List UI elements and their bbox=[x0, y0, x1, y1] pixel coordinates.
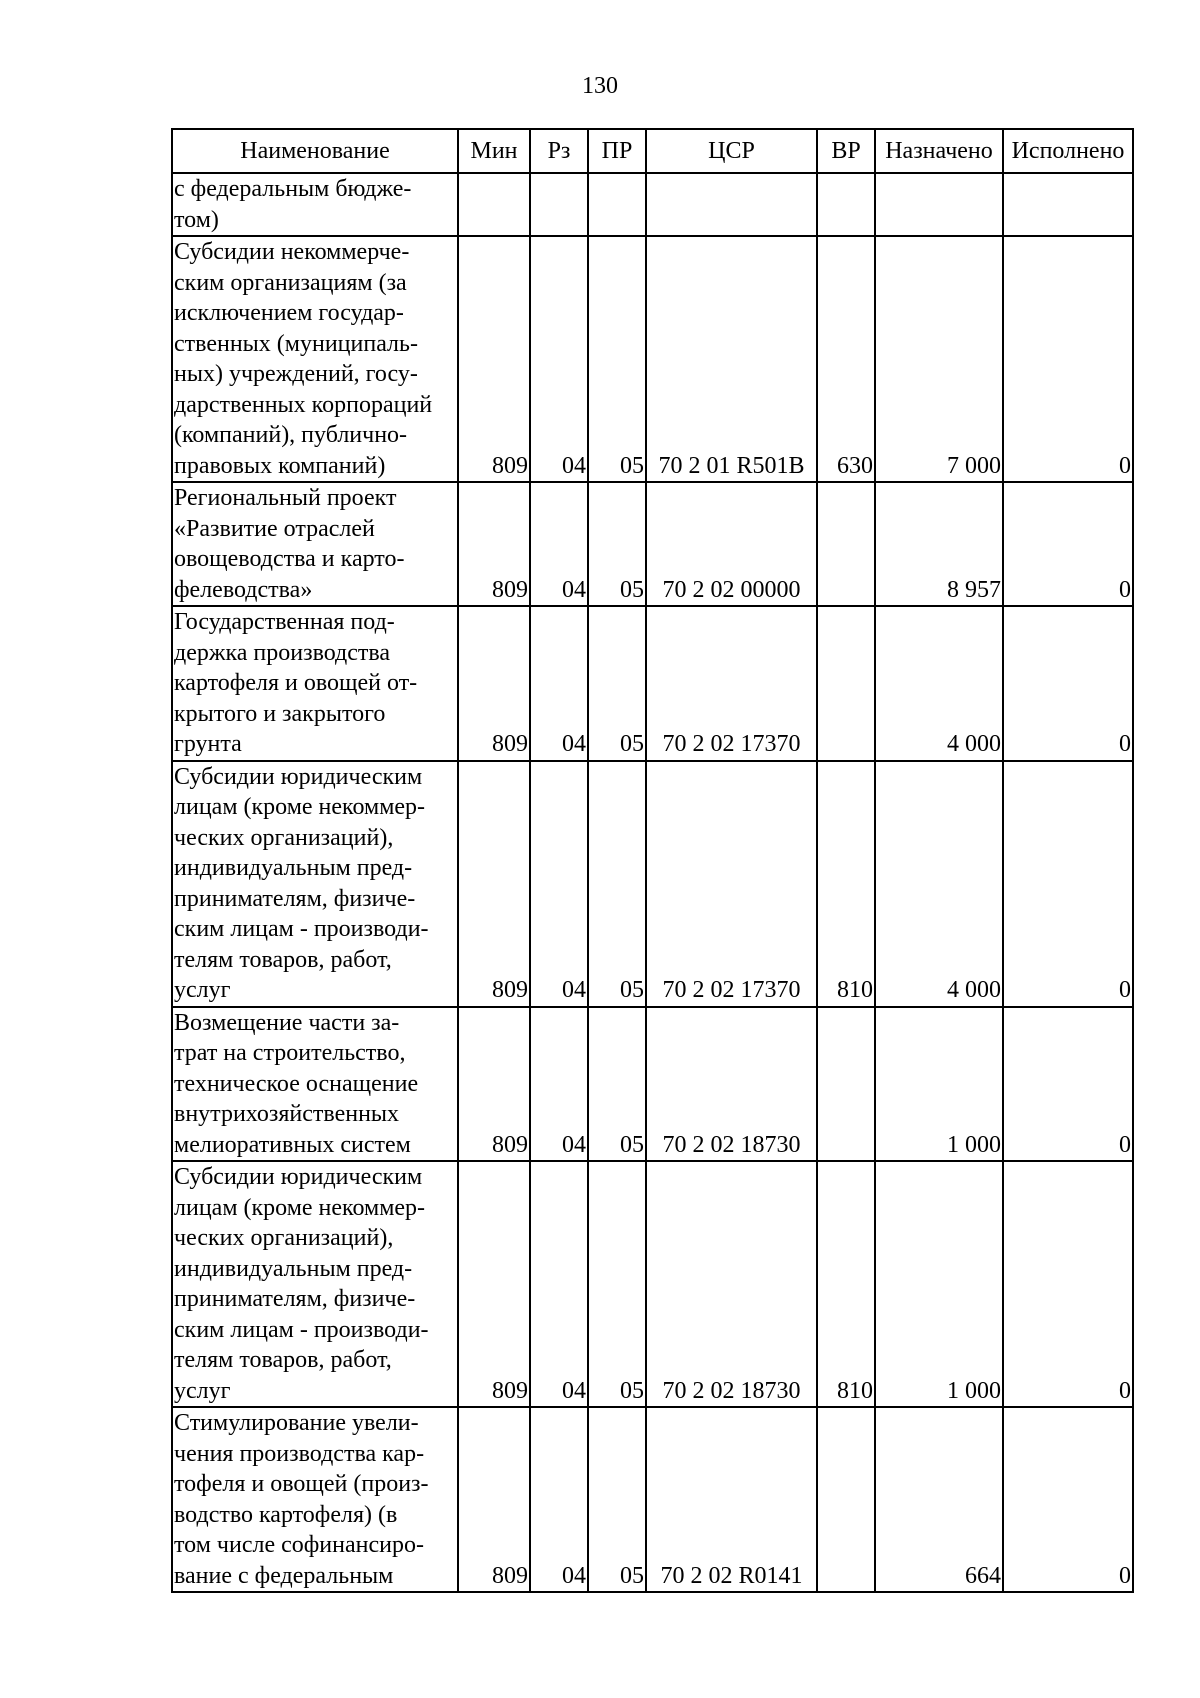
cell-vr: 810 bbox=[817, 761, 875, 1007]
cell-rz bbox=[530, 173, 588, 236]
header-vr: ВР bbox=[817, 129, 875, 173]
cell-csr: 70 2 01 R501В bbox=[646, 236, 817, 482]
cell-name: Субсидии некоммерче- ским организациям (за исключением государ- ственных (муниципаль- ных) учреждений, госу- дарственных корпораций (компаний), публично- правовых компаний) bbox=[172, 236, 458, 482]
cell-name: Государственная под- держка производства картофеля и овощей от- крытого и закрытого грунта bbox=[172, 606, 458, 761]
cell-name: Региональный проект «Развитие отраслей овощеводства и карто- фелеводства» bbox=[172, 482, 458, 606]
table-header-row bbox=[172, 129, 1133, 173]
cell-rz: 04 bbox=[530, 236, 588, 482]
table-row bbox=[172, 606, 1133, 761]
cell-pr: 05 bbox=[588, 1007, 646, 1162]
cell-csr: 70 2 02 18730 bbox=[646, 1161, 817, 1407]
cell-pr: 05 bbox=[588, 761, 646, 1007]
header-pr: ПР bbox=[588, 129, 646, 173]
table-row bbox=[172, 1161, 1133, 1407]
cell-rz: 04 bbox=[530, 761, 588, 1007]
cell-executed: 0 bbox=[1003, 1007, 1133, 1162]
header-rz: Рз bbox=[530, 129, 588, 173]
cell-rz: 04 bbox=[530, 1007, 588, 1162]
cell-csr: 70 2 02 R0141 bbox=[646, 1407, 817, 1592]
cell-csr: 70 2 02 18730 bbox=[646, 1007, 817, 1162]
cell-name: Возмещение части за- трат на строительство, техническое оснащение внутрихозяйственных мелиоративных систем bbox=[172, 1007, 458, 1162]
table-row bbox=[172, 482, 1133, 606]
cell-vr: 630 bbox=[817, 236, 875, 482]
cell-name: Стимулирование увели- чения производства кар- тофеля и овощей (произ- водство картофеля) (в том числе софинансиро- вание с федеральным bbox=[172, 1407, 458, 1592]
cell-rz: 04 bbox=[530, 1161, 588, 1407]
cell-vr bbox=[817, 173, 875, 236]
header-assigned: Назначено bbox=[875, 129, 1003, 173]
cell-vr: 810 bbox=[817, 1161, 875, 1407]
cell-pr: 05 bbox=[588, 1407, 646, 1592]
cell-assigned: 4 000 bbox=[875, 761, 1003, 1007]
cell-assigned: 1 000 bbox=[875, 1007, 1003, 1162]
cell-csr: 70 2 02 00000 bbox=[646, 482, 817, 606]
cell-executed: 0 bbox=[1003, 1407, 1133, 1592]
cell-executed: 0 bbox=[1003, 236, 1133, 482]
cell-vr bbox=[817, 606, 875, 761]
budget-table bbox=[171, 128, 1134, 1593]
cell-executed: 0 bbox=[1003, 1161, 1133, 1407]
cell-min: 809 bbox=[458, 1407, 530, 1592]
cell-executed: 0 bbox=[1003, 482, 1133, 606]
cell-min: 809 bbox=[458, 1007, 530, 1162]
header-min: Мин bbox=[458, 129, 530, 173]
header-name: Наименование bbox=[172, 129, 458, 173]
cell-rz: 04 bbox=[530, 1407, 588, 1592]
cell-assigned: 1 000 bbox=[875, 1161, 1003, 1407]
cell-assigned: 664 bbox=[875, 1407, 1003, 1592]
cell-pr: 05 bbox=[588, 606, 646, 761]
cell-rz: 04 bbox=[530, 606, 588, 761]
cell-vr bbox=[817, 1007, 875, 1162]
cell-pr: 05 bbox=[588, 1161, 646, 1407]
header-executed: Исполнено bbox=[1003, 129, 1133, 173]
cell-name: Субсидии юридическим лицам (кроме некоммер- ческих организаций), индивидуальным пред- принимателям, физиче- ским лицам - производи- телям товаров, работ, услуг bbox=[172, 1161, 458, 1407]
cell-pr: 05 bbox=[588, 482, 646, 606]
cell-assigned bbox=[875, 173, 1003, 236]
cell-min: 809 bbox=[458, 606, 530, 761]
cell-min bbox=[458, 173, 530, 236]
header-csr: ЦСР bbox=[646, 129, 817, 173]
cell-executed: 0 bbox=[1003, 606, 1133, 761]
table-row bbox=[172, 236, 1133, 482]
cell-executed: 0 bbox=[1003, 761, 1133, 1007]
cell-name: с федеральным бюдже- том) bbox=[172, 173, 458, 236]
cell-assigned: 4 000 bbox=[875, 606, 1003, 761]
cell-vr bbox=[817, 1407, 875, 1592]
table-row bbox=[172, 1407, 1133, 1592]
cell-min: 809 bbox=[458, 761, 530, 1007]
cell-min: 809 bbox=[458, 236, 530, 482]
cell-name: Субсидии юридическим лицам (кроме некоммер- ческих организаций), индивидуальным пред- принимателям, физиче- ским лицам - производи- телям товаров, работ, услуг bbox=[172, 761, 458, 1007]
table-row bbox=[172, 1007, 1133, 1162]
page-number: 130 bbox=[582, 73, 618, 99]
cell-vr bbox=[817, 482, 875, 606]
cell-min: 809 bbox=[458, 1161, 530, 1407]
cell-assigned: 7 000 bbox=[875, 236, 1003, 482]
cell-rz: 04 bbox=[530, 482, 588, 606]
cell-assigned: 8 957 bbox=[875, 482, 1003, 606]
table-row bbox=[172, 761, 1133, 1007]
cell-pr bbox=[588, 173, 646, 236]
table-row bbox=[172, 173, 1133, 236]
cell-csr: 70 2 02 17370 bbox=[646, 606, 817, 761]
cell-executed bbox=[1003, 173, 1133, 236]
cell-csr: 70 2 02 17370 bbox=[646, 761, 817, 1007]
cell-pr: 05 bbox=[588, 236, 646, 482]
cell-csr bbox=[646, 173, 817, 236]
cell-min: 809 bbox=[458, 482, 530, 606]
